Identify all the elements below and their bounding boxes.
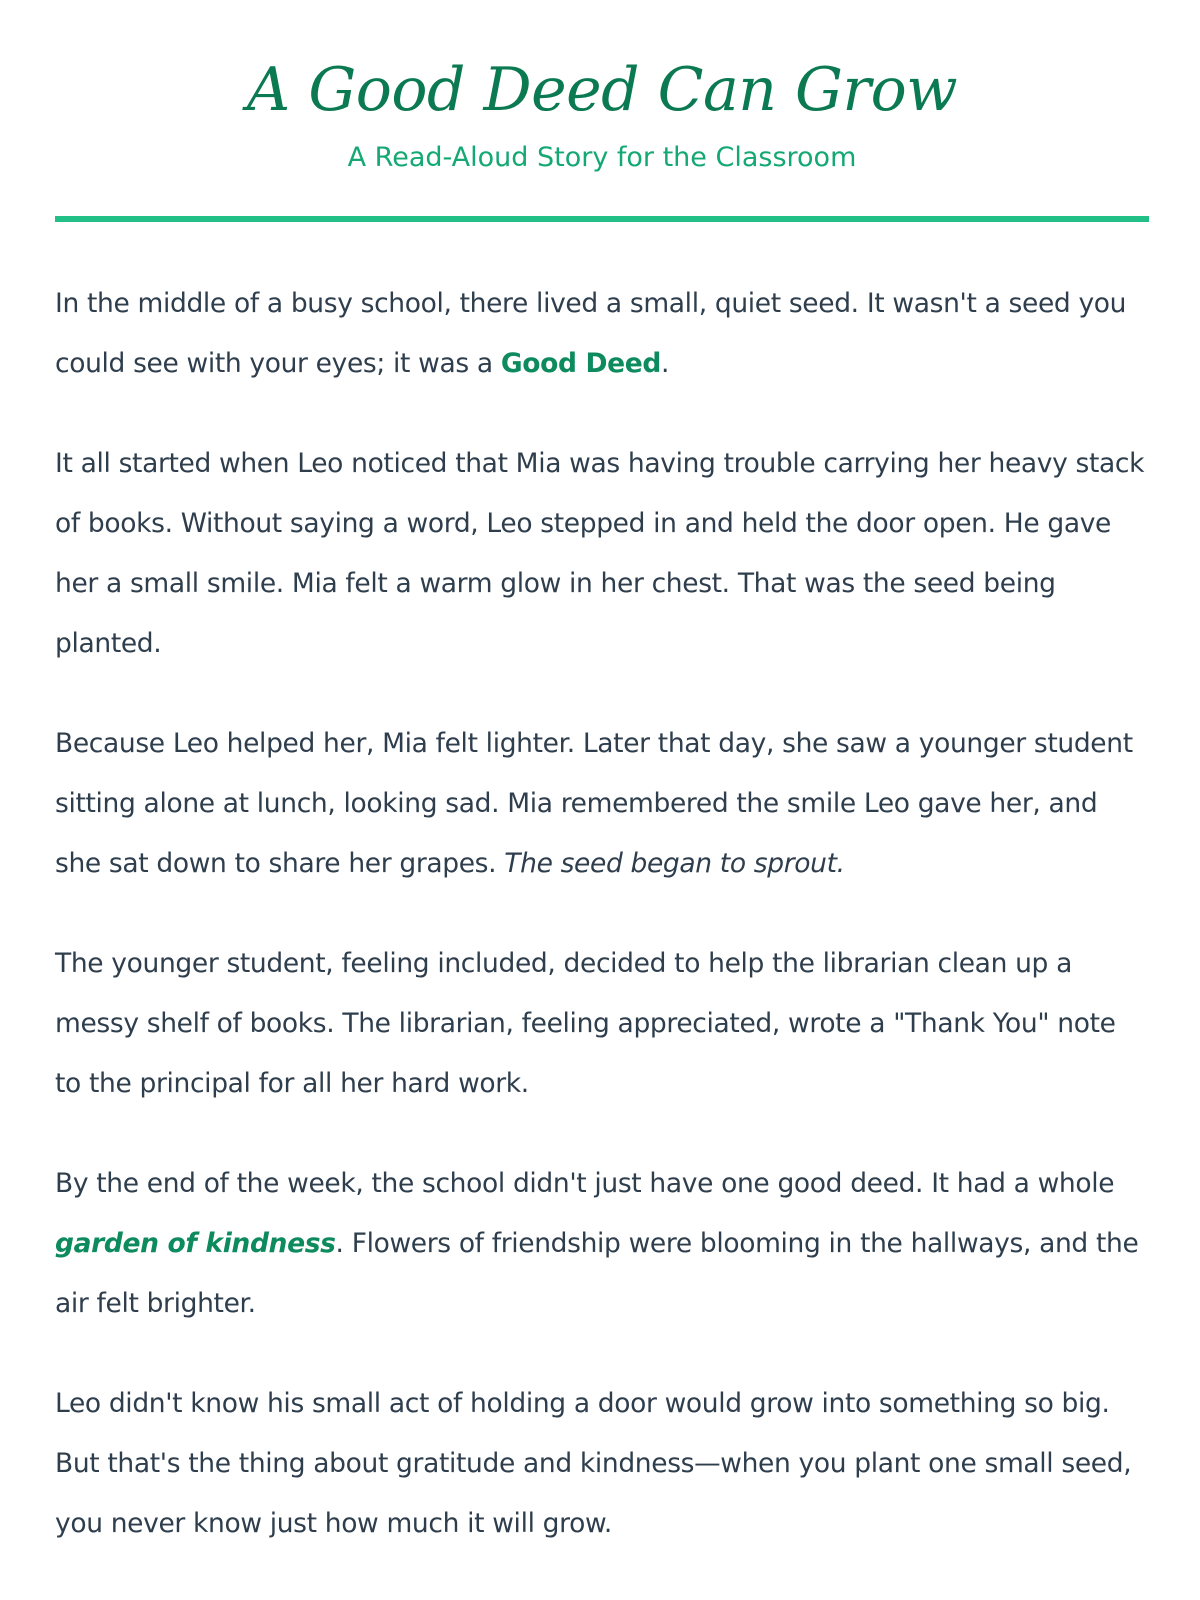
paragraph-1	[55, 274, 1149, 394]
paragraph-6	[55, 1374, 1149, 1554]
paragraph-4	[55, 934, 1149, 1114]
paragraph-2-text: It all started when Leo noticed that Mia was having trouble carrying her heavy stack of books. Without saying a word, Leo stepped in and held the door open. He gave her a small smile. Mia felt a warm glow in her chest. That was the seed being planted.	[55, 448, 1145, 659]
sprout-emphasis: The seed began to sprout.	[504, 848, 845, 879]
paragraph-3-text: Because Leo helped her, Mia felt lighter. Later that day, she saw a younger student sitting alone at lunch, looking sad. Mia remembered the smile Leo gave her, and she sat down to share her grapes.	[55, 728, 1133, 879]
paragraph-6-text: Leo didn't know his small act of holding a door would grow into something so big. But that's the thing about gratitude and kindness—when you plant one small seed, you never know just how much it will grow.	[55, 1388, 1132, 1539]
story-subtitle: A Read-Aloud Story for the Classroom	[347, 142, 857, 173]
paragraph-2	[55, 434, 1149, 674]
paragraph-1-end: .	[660, 348, 670, 379]
garden-of-kindness-highlight: garden of kindness	[55, 1228, 336, 1259]
paragraph-5-end: . Flowers of friendship were blooming in the hallways, and the air felt brighter.	[55, 1228, 1139, 1319]
paragraph-4-text: The younger student, feeling included, decided to help the librarian clean up a messy shelf of books. The librarian, feeling appreciated, wrote a "Thank You" note to the principal for all her hard work.	[55, 948, 1116, 1099]
story-page	[55, 0, 1149, 1594]
title-divider	[55, 216, 1149, 222]
paragraph-1-text: In the middle of a busy school, there lived a small, quiet seed. It wasn't a seed you could see with your eyes; it was a	[55, 288, 1127, 379]
good-deed-highlight: Good Deed	[500, 348, 661, 379]
paragraph-3	[55, 714, 1149, 894]
paragraph-5	[55, 1154, 1149, 1334]
story-title: A Good Deed Can Grow	[246, 55, 958, 125]
paragraph-5-text: By the end of the week, the school didn't just have one good deed. It had a whole	[55, 1168, 1115, 1199]
story-body	[55, 274, 1149, 1554]
